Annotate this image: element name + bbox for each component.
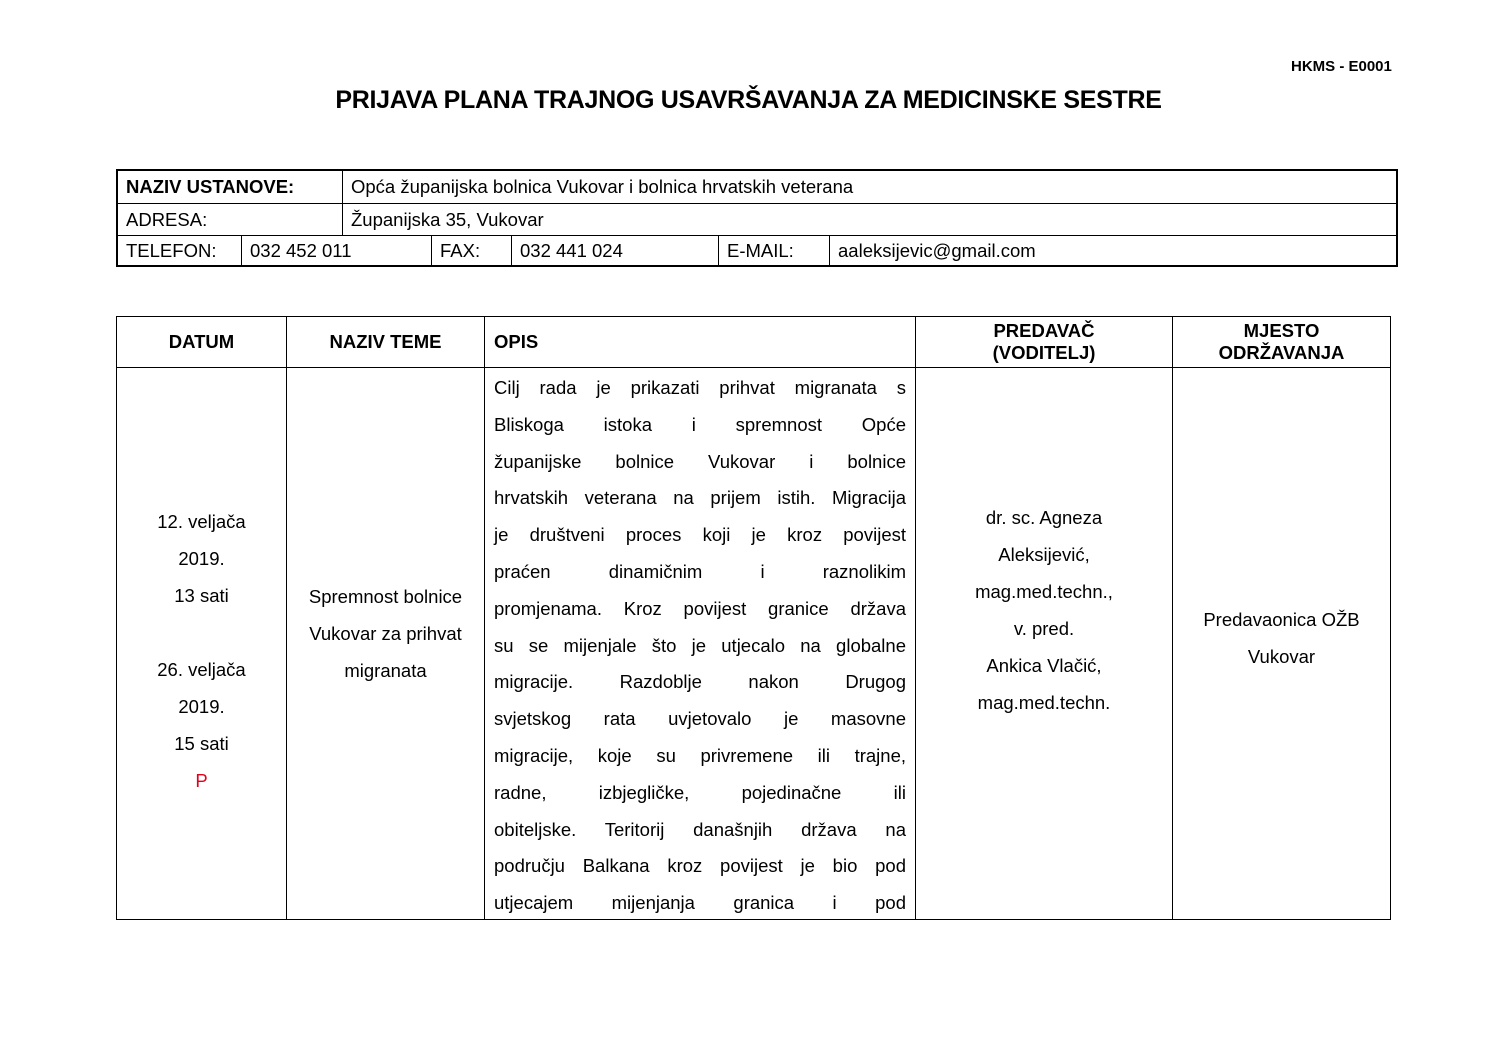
date-mark: P [195, 769, 208, 791]
description-line: migracije. Razdoblje nakon Drugog [494, 671, 906, 693]
description-line: je društveni proces koji je kroz povijest [494, 524, 906, 546]
header-lecturer [916, 317, 1172, 367]
email-value[interactable]: aaleksijevic@gmail.com [829, 236, 1396, 266]
topic-line: Vukovar za prihvat [309, 623, 462, 644]
lecturer-line: dr. sc. Agneza [985, 506, 1103, 528]
document-code: HKMS - E0001 [1291, 58, 1392, 75]
phone-value: 032 452 011 [241, 236, 431, 266]
date-line: 2019. [178, 547, 225, 569]
description-line: obiteljske. Teritorij današnjih država na [494, 818, 906, 840]
document-title: PRIJAVA PLANA TRAJNOG USAVRŠAVANJA ZA MEDICINSKE SESTRE [335, 86, 1162, 114]
lecturer-line: Ankica Vlačić, [986, 654, 1102, 676]
phone-label: TELEFON: [126, 240, 217, 261]
description-line: Bliskoga istoka i spremnost Opće [494, 413, 906, 435]
venue-cell [1173, 368, 1390, 919]
fax-value: 032 441 024 [511, 236, 718, 266]
institution-contact-row [118, 235, 1396, 266]
institution-info-table [116, 169, 1398, 267]
lecturer-cell [916, 368, 1172, 919]
header-lecturer-line2: (VODITELJ) [992, 342, 1096, 363]
description-line: Cilj rada je prikazati prihvat migranata s [494, 377, 906, 398]
fax-label: FAX: [431, 236, 511, 266]
topic-line: Spremnost bolnice [308, 586, 463, 607]
date-line: 13 sati [174, 584, 229, 606]
header-date: DATUM [168, 331, 235, 352]
description-line: hrvatskih veterana na prijem istih. Migracija [494, 487, 906, 509]
institution-name-value: Opća županijska bolnica Vukovar i bolnica hrvatskih veterana [342, 171, 1396, 203]
description-cell [494, 370, 906, 922]
training-plan-table [116, 316, 1391, 920]
topic-line: migranata [344, 660, 427, 681]
description-line: području Balkana kroz povijest je bio pod [494, 855, 906, 877]
header-topic: NAZIV TEME [329, 331, 442, 352]
header-lecturer-line1: PREDAVAČ [993, 320, 1095, 341]
header-description: OPIS [494, 331, 539, 352]
lecturer-line: Aleksijević, [998, 543, 1090, 565]
address-label: ADRESA: [126, 209, 208, 230]
description-line: su se mijenjale što je utjecalo na globalne [494, 634, 906, 656]
topic-cell [287, 368, 484, 919]
venue-line: Vukovar [1247, 645, 1316, 667]
date-line: 2019. [178, 695, 225, 717]
description-line: praćen dinamičnim i raznolikim [494, 560, 906, 582]
header-venue-line2: ODRŽAVANJA [1218, 342, 1345, 363]
date-line: 15 sati [174, 732, 229, 754]
description-line: svjetskog rata uvjetovalo je masovne [494, 708, 906, 730]
header-venue [1173, 317, 1390, 367]
column-divider [484, 317, 485, 919]
lecturer-line: mag.med.techn. [977, 691, 1111, 713]
email-label: E-MAIL: [718, 236, 829, 266]
header-venue-line1: MJESTO [1243, 320, 1320, 341]
institution-name-label: NAZIV USTANOVE: [126, 176, 295, 197]
description-line: promjenama. Kroz povijest granice država [494, 597, 906, 619]
venue-line: Predavaonica OŽB [1203, 608, 1360, 630]
date-cell [117, 368, 286, 919]
date-line: 12. veljača [157, 510, 246, 532]
description-line: migracije, koje su privremene ili trajne, [494, 744, 906, 766]
institution-name-row [118, 171, 1396, 203]
description-line: županijske bolnice Vukovar i bolnice [494, 450, 906, 472]
lecturer-line: mag.med.techn., [975, 580, 1113, 602]
date-line: 26. veljača [157, 658, 246, 680]
lecturer-line: v. pred. [1013, 617, 1075, 639]
institution-address-row [118, 203, 1396, 236]
description-line: radne, izbjegličke, pojedinačne ili [494, 781, 906, 803]
description-line: utjecajem mijenjanja granica i pod [494, 892, 906, 914]
address-value: Županijska 35, Vukovar [342, 204, 1396, 236]
